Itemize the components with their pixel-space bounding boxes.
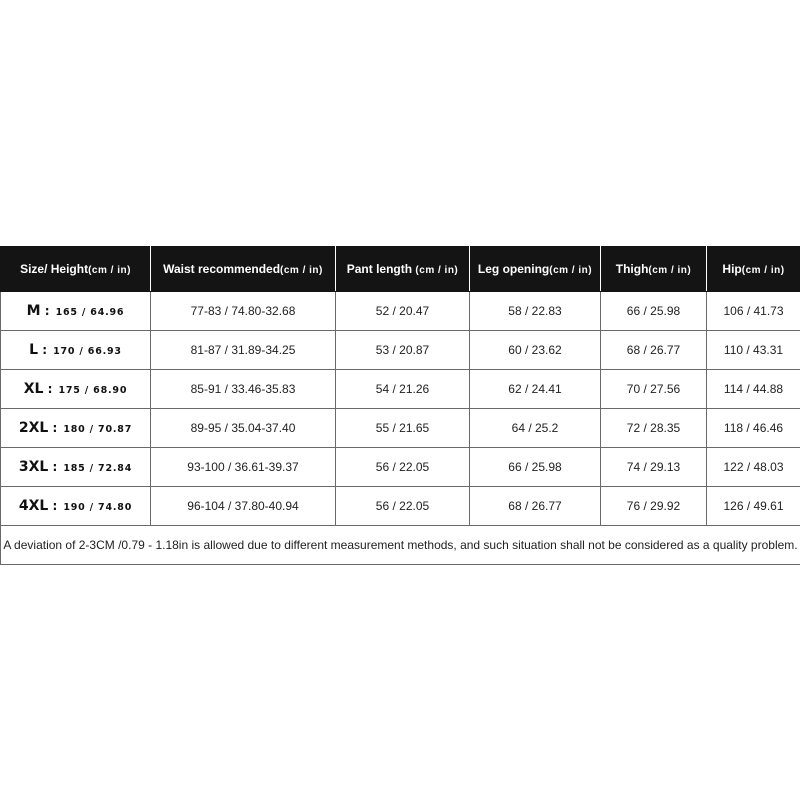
thigh-cell: 66 / 25.98 (601, 292, 707, 331)
hip-cell: 106 / 41.73 (707, 292, 800, 331)
pant-length-cell: 52 / 20.47 (336, 292, 470, 331)
note-row (1, 526, 800, 565)
table-row (1, 370, 800, 409)
thigh-cell: 74 / 29.13 (601, 448, 707, 487)
leg-opening-cell: 58 / 22.83 (470, 292, 601, 331)
pant-length-cell: 53 / 20.87 (336, 331, 470, 370)
table-row (1, 409, 800, 448)
thigh-cell: 72 / 28.35 (601, 409, 707, 448)
hip-cell: 118 / 46.46 (707, 409, 800, 448)
pant-length-cell: 56 / 22.05 (336, 448, 470, 487)
table-row (1, 331, 800, 370)
column-header-pant-length: Pant length (cm / in) (336, 247, 470, 292)
size-cell: 2XL : 180 / 70.87 (1, 409, 151, 448)
column-header-waist: Waist recommended(cm / in) (151, 247, 336, 292)
size-cell: M : 165 / 64.96 (1, 292, 151, 331)
waist-cell: 77-83 / 74.80-32.68 (151, 292, 336, 331)
size-cell: XL : 175 / 68.90 (1, 370, 151, 409)
leg-opening-cell: 64 / 25.2 (470, 409, 601, 448)
waist-cell: 96-104 / 37.80-40.94 (151, 487, 336, 526)
leg-opening-cell: 60 / 23.62 (470, 331, 601, 370)
table-row (1, 487, 800, 526)
hip-cell: 126 / 49.61 (707, 487, 800, 526)
column-header-hip: Hip(cm / in) (707, 247, 800, 292)
pant-length-cell: 55 / 21.65 (336, 409, 470, 448)
leg-opening-cell: 66 / 25.98 (470, 448, 601, 487)
thigh-cell: 70 / 27.56 (601, 370, 707, 409)
hip-cell: 114 / 44.88 (707, 370, 800, 409)
leg-opening-cell: 68 / 26.77 (470, 487, 601, 526)
table-header-row (1, 247, 800, 292)
size-cell: 3XL : 185 / 72.84 (1, 448, 151, 487)
thigh-cell: 76 / 29.92 (601, 487, 707, 526)
size-chart (0, 246, 800, 565)
leg-opening-cell: 62 / 24.41 (470, 370, 601, 409)
size-cell: 4XL : 190 / 74.80 (1, 487, 151, 526)
waist-cell: 85-91 / 33.46-35.83 (151, 370, 336, 409)
hip-cell: 122 / 48.03 (707, 448, 800, 487)
size-cell: L : 170 / 66.93 (1, 331, 151, 370)
waist-cell: 93-100 / 36.61-39.37 (151, 448, 336, 487)
waist-cell: 89-95 / 35.04-37.40 (151, 409, 336, 448)
thigh-cell: 68 / 26.77 (601, 331, 707, 370)
size-table (0, 246, 800, 565)
hip-cell: 110 / 43.31 (707, 331, 800, 370)
column-header-size-height: Size/ Height(cm / in) (1, 247, 151, 292)
column-header-leg-opening: Leg opening(cm / in) (470, 247, 601, 292)
column-header-thigh: Thigh(cm / in) (601, 247, 707, 292)
waist-cell: 81-87 / 31.89-34.25 (151, 331, 336, 370)
table-row (1, 448, 800, 487)
pant-length-cell: 56 / 22.05 (336, 487, 470, 526)
table-row (1, 292, 800, 331)
pant-length-cell: 54 / 21.26 (336, 370, 470, 409)
measurement-deviation-note: A deviation of 2-3CM /0.79 - 1.18in is allowed due to different measurement methods, and such situation shall not be considered as a quality problem. (1, 526, 800, 565)
